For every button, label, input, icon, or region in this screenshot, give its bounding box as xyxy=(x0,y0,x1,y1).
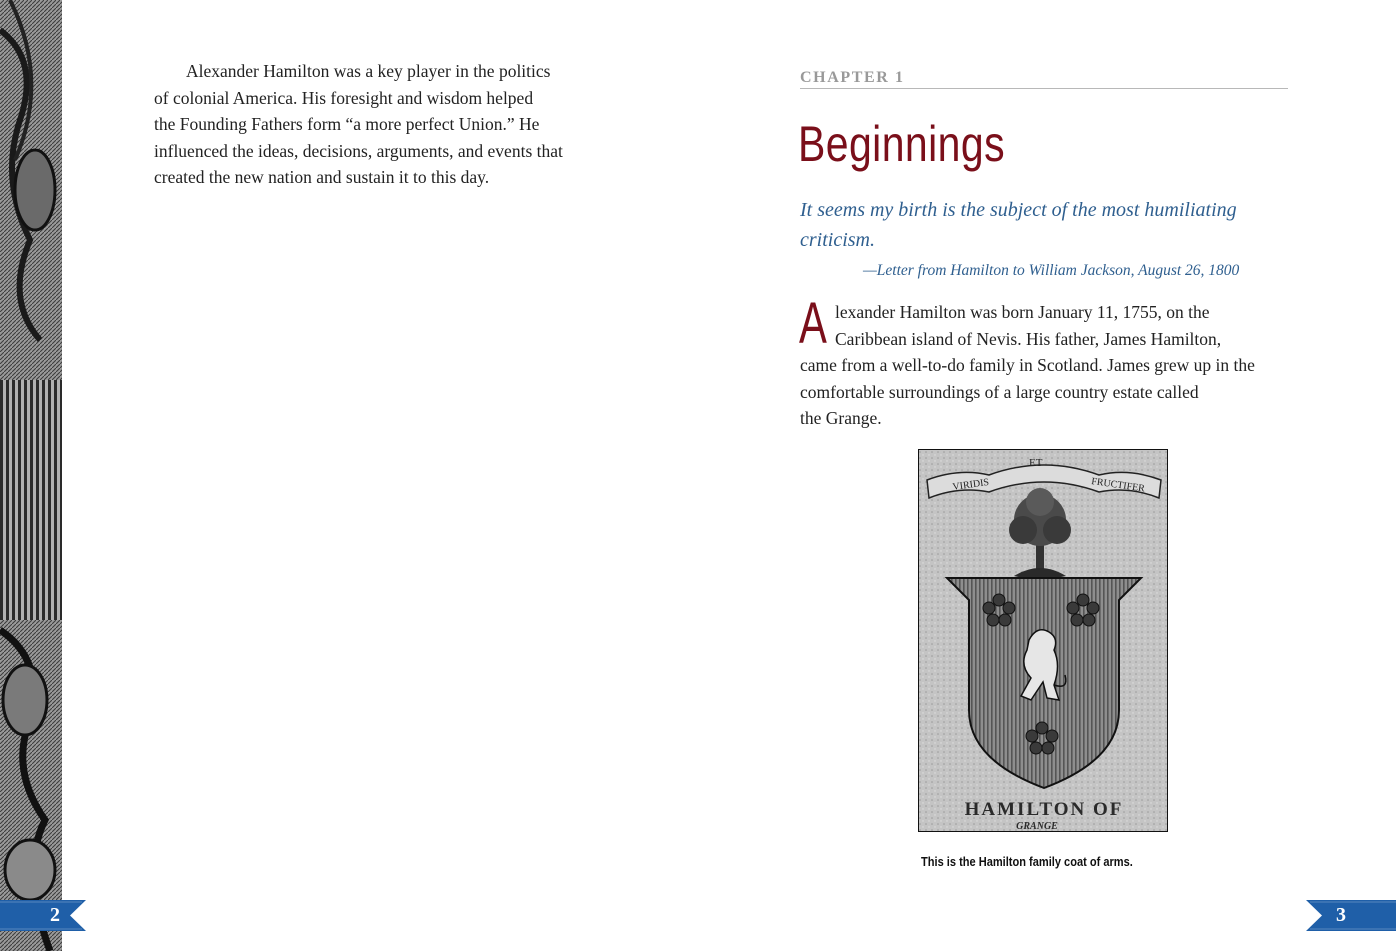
intro-paragraph xyxy=(154,58,604,191)
paragraph-line: the Founding Fathers form “a more perfect Union.” He xyxy=(154,114,540,134)
banner-left-text: VIRIDIS xyxy=(951,476,990,493)
page-number-right xyxy=(1306,900,1396,931)
epigraph-line: It seems my birth is the subject of the most humiliating xyxy=(800,199,1237,221)
motto-line2: GRANGE xyxy=(1016,821,1058,832)
chapter-label: CHAPTER 1 xyxy=(800,69,1288,89)
paragraph-line: of colonial America. His foresight and wisdom helped xyxy=(154,87,534,108)
body-line: the Grange. xyxy=(800,408,882,428)
paragraph-line: created the new nation and sustain it to this day. xyxy=(154,167,490,187)
epigraph-source: —Letter from Hamilton to William Jackson, August 26, 1800 xyxy=(863,262,1240,279)
drop-cap: A xyxy=(799,291,827,356)
coat-of-arms-image xyxy=(918,449,1168,832)
motto-line1: HAMILTON OF xyxy=(964,799,1124,820)
chapter-title: Beginnings xyxy=(798,116,1005,172)
body-line: came from a well-to-do family in Scotland. James grew up in the xyxy=(800,355,1255,375)
page-number-left-text: 2 xyxy=(50,904,60,926)
paragraph-line: Alexander Hamilton was a key player in the politics xyxy=(186,61,551,81)
engraving-strip xyxy=(0,0,62,951)
body-paragraph xyxy=(800,299,1300,432)
body-line: lexander Hamilton was born January 11, 1755, on the xyxy=(835,302,1210,322)
epigraph xyxy=(800,195,1280,255)
banner-right-text: FRUCTIFER xyxy=(1090,476,1146,495)
page-number-left xyxy=(0,900,86,931)
figure-caption: This is the Hamilton family coat of arms. xyxy=(921,854,1133,869)
body-line: comfortable surroundings of a large country estate called xyxy=(800,381,1199,402)
epigraph-line: criticism. xyxy=(800,229,875,251)
page-number-right-text: 3 xyxy=(1336,904,1346,926)
paragraph-line: influenced the ideas, decisions, arguments, and events that xyxy=(154,140,563,161)
banner-center-text: ET xyxy=(1029,457,1043,469)
body-line: Caribbean island of Nevis. His father, James Hamilton, xyxy=(835,328,1222,349)
